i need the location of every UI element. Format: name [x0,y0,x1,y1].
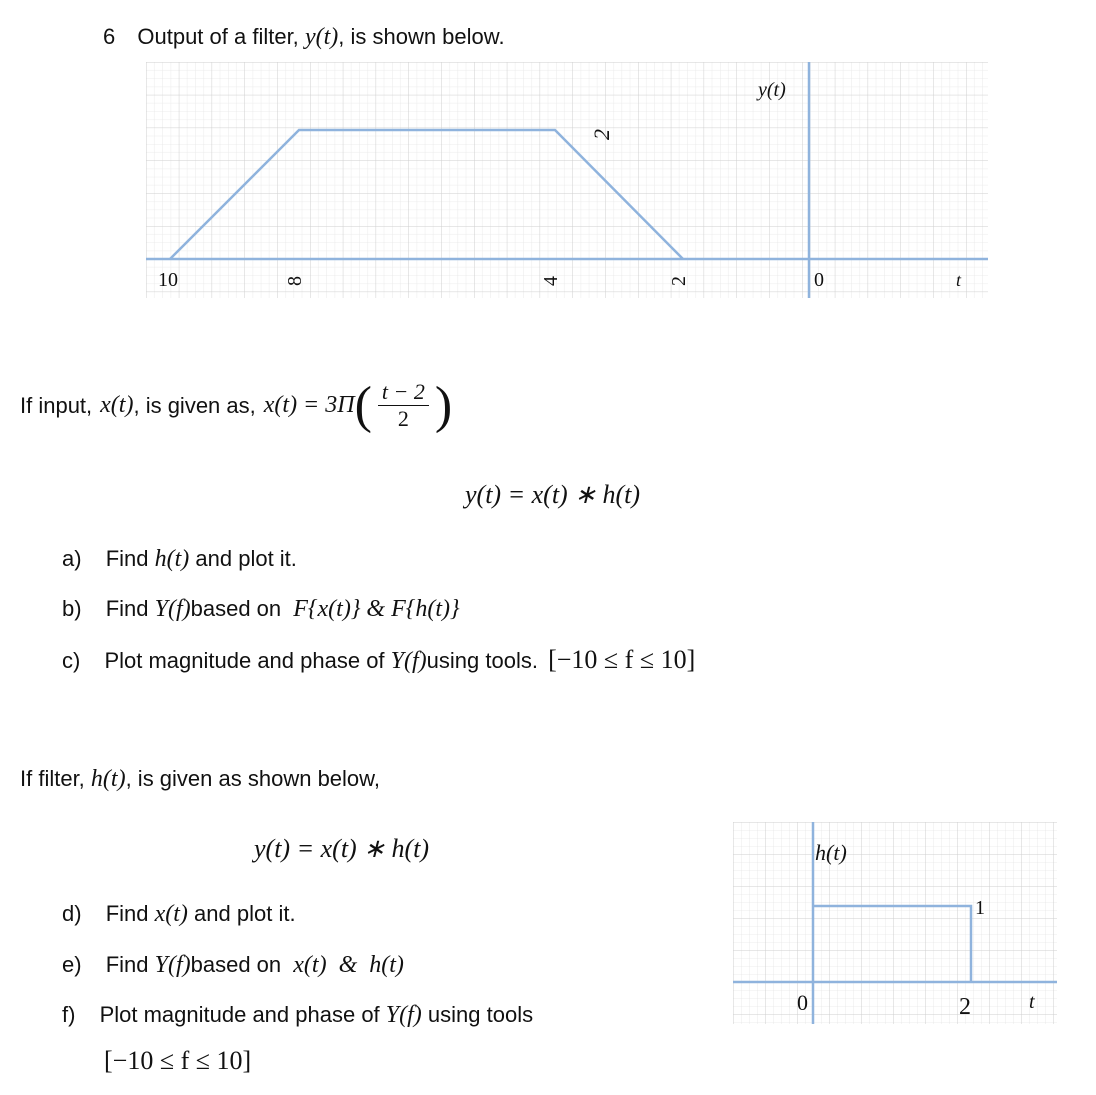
filter-graph-grid [733,822,1057,1024]
filter-text: If filter, [20,766,85,791]
intro-text: Output of a filter, [137,24,299,49]
output-graph [146,62,988,298]
question-f-suffix: using tools [427,1002,534,1027]
filter-tick-2: 2 [959,994,971,1020]
question-e-text: Find [105,952,149,977]
right-paren: ) [434,377,453,434]
filter-axis-var: t [1029,991,1035,1013]
fraction-numerator: t − 2 [378,379,429,406]
question-a-text: Find [105,546,149,571]
question-c-math: Y(f) [390,648,427,674]
question-f-label: f) [62,1002,76,1027]
output-tick-2: 2 [668,276,690,286]
filter-definition [20,766,380,793]
output-tick-8: 8 [284,276,306,286]
fraction-denominator: 2 [397,406,409,431]
output-peak-label: 2 [589,129,614,140]
filter-var: h(t) [90,766,126,792]
input-text: If input, [20,392,93,418]
input-definition [20,376,452,435]
left-paren: ( [354,377,372,434]
question-b-math2: F{x(t)} & F{h(t)} [293,596,460,622]
output-tick-4: 4 [540,276,562,286]
question-e-suffix: based on [190,952,282,977]
output-tick-10: 10 [158,269,178,291]
question-a [62,546,297,573]
question-c-label: c) [62,648,81,673]
question-f-range: [−10 ≤ f ≤ 10] [104,1046,252,1075]
question-f [62,1002,533,1029]
question-c-text: Plot magnitude and phase of [104,648,385,673]
question-f-text: Plot magnitude and phase of [99,1002,380,1027]
intro-suffix: , is shown below. [338,24,505,49]
problem-heading [103,24,505,51]
question-d-label: d) [62,901,82,926]
question-e [62,952,404,979]
question-c-suffix: using tools. [426,648,538,673]
question-b-math: Y(f) [154,596,191,622]
question-a-math: h(t) [154,546,190,572]
question-c-range: [−10 ≤ f ≤ 10] [548,645,696,674]
question-b-text: Find [105,596,149,621]
question-c [62,645,695,675]
problem-number: 6 [103,24,116,49]
question-a-label: a) [62,546,82,571]
filter-tick-0: 0 [797,990,808,1015]
question-b-suffix: based on [190,596,282,621]
output-graph-grid [146,62,988,298]
output-y-label: y(t) [758,79,786,101]
question-e-label: e) [62,952,82,977]
question-a-suffix: and plot it. [195,546,297,571]
filter-suffix: , is given as shown below, [125,766,380,791]
input-lhs: x(t) = 3Π [263,392,355,418]
question-e-math: Y(f) [154,952,191,978]
intro-var: y(t) [304,24,339,50]
convolution-equation-1: y(t) = x(t) ∗ h(t) [465,480,641,509]
input-middle: , is given as, [133,392,256,418]
filter-height-label: 1 [975,897,985,919]
question-b [62,596,460,623]
convolution-equation-2: y(t) = x(t) ∗ h(t) [254,834,430,863]
question-b-label: b) [62,596,82,621]
question-e-math2: x(t) & h(t) [293,952,404,978]
input-fraction [378,379,429,432]
filter-graph [733,822,1057,1024]
output-axis-var: t [956,270,962,290]
question-d-suffix: and plot it. [194,901,296,926]
filter-h-label: h(t) [815,840,847,865]
question-d [62,901,296,928]
question-d-text: Find [105,901,149,926]
output-tick-0: 0 [814,269,824,291]
question-d-math: x(t) [154,901,188,927]
question-f-math: Y(f) [385,1002,422,1028]
input-var: x(t) [100,392,134,418]
